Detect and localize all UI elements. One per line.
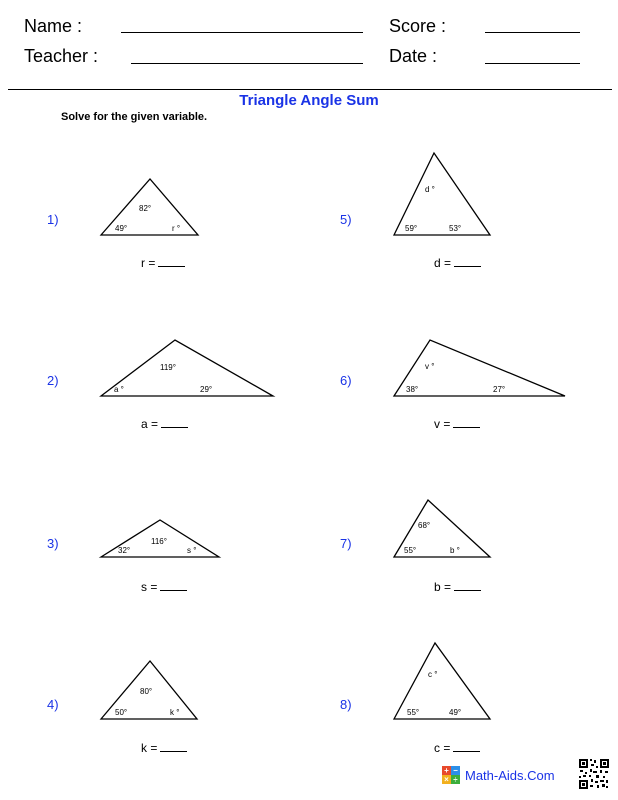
name-label: Name : xyxy=(24,16,83,36)
angle-label: v ° xyxy=(425,362,435,371)
angle-label: 50° xyxy=(115,708,128,717)
angle-label: 27° xyxy=(493,385,506,394)
score-label: Score : xyxy=(389,16,447,36)
angle-label: s ° xyxy=(187,546,197,555)
triangle-6 xyxy=(394,340,565,396)
angle-label: 49° xyxy=(449,708,462,717)
problem-number: 4) xyxy=(47,697,59,712)
problem-number: 1) xyxy=(47,212,59,227)
answer-label: k = xyxy=(141,741,158,755)
answer-label: c = xyxy=(434,741,451,755)
angle-label: 32° xyxy=(118,546,131,555)
plus-icon: + xyxy=(442,766,451,775)
date-label: Date : xyxy=(389,46,438,66)
qr-code-icon xyxy=(578,758,610,790)
brand-link[interactable]: Math-Aids.Com xyxy=(465,767,555,783)
answer-label: r = xyxy=(141,256,156,270)
angle-label: 55° xyxy=(407,708,420,717)
answer-label: d = xyxy=(434,256,452,270)
angle-label: a ° xyxy=(114,385,124,394)
angle-label: b ° xyxy=(450,546,460,555)
triangle-2 xyxy=(101,340,273,396)
angle-label: k ° xyxy=(170,708,180,717)
problem-number: 2) xyxy=(47,373,59,388)
problem-number: 5) xyxy=(340,212,352,227)
problem-number: 7) xyxy=(340,536,352,551)
angle-label: r ° xyxy=(172,224,181,233)
angle-label: 68° xyxy=(418,521,431,530)
instructions: Solve for the given variable. xyxy=(61,111,208,123)
answer-label: b = xyxy=(434,580,452,594)
teacher-label: Teacher : xyxy=(24,46,99,66)
triangle-5 xyxy=(394,153,490,235)
answer-label: v = xyxy=(434,417,451,431)
angle-label: 80° xyxy=(140,687,153,696)
problem-number: 6) xyxy=(340,373,352,388)
angle-label: 55° xyxy=(404,546,417,555)
angle-label: 38° xyxy=(406,385,419,394)
brand-footer[interactable] xyxy=(442,766,555,784)
divide-icon: ÷ xyxy=(451,775,460,784)
angle-label: 82° xyxy=(139,204,152,213)
angle-label: 49° xyxy=(115,224,128,233)
minus-icon: − xyxy=(451,766,460,775)
angle-label: 29° xyxy=(200,385,213,394)
answer-label: a = xyxy=(141,417,159,431)
angle-label: 59° xyxy=(405,224,418,233)
math-aids-logo-icon xyxy=(442,766,460,784)
angle-label: c ° xyxy=(428,670,438,679)
problem-number: 3) xyxy=(47,536,59,551)
problem-number: 8) xyxy=(340,697,352,712)
worksheet-title: Triangle Angle Sum xyxy=(239,92,379,109)
times-icon: × xyxy=(442,775,451,784)
angle-label: 53° xyxy=(449,224,462,233)
angle-label: d ° xyxy=(425,185,435,194)
angle-label: 116° xyxy=(151,537,167,546)
angle-label: 119° xyxy=(160,363,176,372)
answer-label: s = xyxy=(141,580,158,594)
